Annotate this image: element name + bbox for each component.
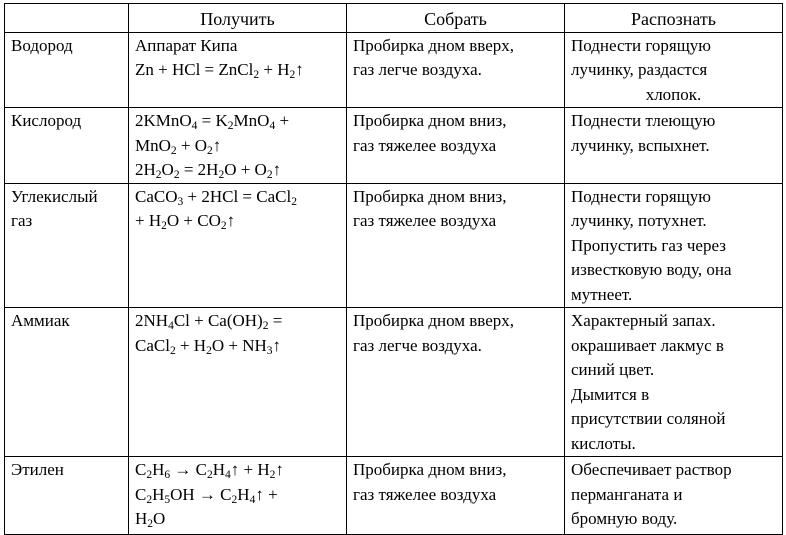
reaction-line bbox=[135, 185, 340, 210]
collect-text: Пробирка дном вниз, bbox=[353, 460, 507, 479]
formula-text: H bbox=[212, 460, 225, 479]
formula-text: CaCl bbox=[135, 335, 170, 355]
formula-subscript: 4 bbox=[191, 120, 198, 132]
formula-text: Cl + Ca(OH) bbox=[173, 311, 263, 330]
formula-subscript: 4 bbox=[225, 469, 231, 481]
reaction-line bbox=[135, 158, 340, 183]
formula-text: 2NH bbox=[135, 311, 169, 330]
collect-text: Пробирка дном вниз, bbox=[353, 186, 507, 206]
recognize-cell bbox=[565, 457, 783, 535]
formula-subscript: 2 bbox=[220, 220, 227, 232]
collect-cell bbox=[347, 457, 565, 535]
gas-name-text: Этилен bbox=[11, 460, 64, 479]
formula-text: O + O bbox=[224, 160, 267, 179]
recognize-text: бромную воду. bbox=[571, 509, 678, 528]
formula-text: = 2H bbox=[179, 160, 219, 179]
gas-name-cell bbox=[5, 108, 129, 184]
formula-subscript: 2 bbox=[206, 469, 213, 481]
formula-text: ↑ bbox=[295, 60, 304, 79]
recognize-text: синий цвет. bbox=[571, 360, 655, 379]
formula-subscript: 2 bbox=[253, 69, 260, 81]
recognize-text: Характерный запах. bbox=[571, 311, 716, 330]
reaction-line bbox=[135, 458, 340, 483]
gas-properties-table bbox=[4, 3, 783, 535]
table-body bbox=[5, 32, 783, 535]
gas-name-text: газ bbox=[11, 211, 33, 230]
formula-text: ↑ bbox=[275, 460, 284, 479]
formula-text: OH → C bbox=[170, 484, 232, 504]
formula-text: H bbox=[135, 509, 148, 528]
formula-subscript: 3 bbox=[177, 195, 184, 208]
formula-text: + O bbox=[176, 135, 208, 155]
formula-subscript: 2 bbox=[206, 344, 212, 357]
gas-name-cell bbox=[5, 32, 129, 108]
recognize-text: лучинку, раздастся bbox=[571, 60, 708, 79]
formula-subscript: 2 bbox=[218, 169, 225, 181]
recognize-cell bbox=[565, 183, 783, 308]
formula-text: H bbox=[152, 460, 165, 479]
obtain-cell bbox=[129, 308, 347, 457]
formula-text: CaCO bbox=[135, 186, 178, 206]
recognize-text: Обеспечивает раствор bbox=[571, 460, 732, 479]
formula-text: O + CO bbox=[166, 211, 221, 230]
formula-subscript: 2 bbox=[147, 518, 154, 530]
reaction-line bbox=[135, 309, 340, 334]
formula-text: O bbox=[161, 160, 174, 179]
formula-text: + 2HCl = CaCl bbox=[183, 186, 292, 206]
formula-subscript: 2 bbox=[289, 69, 296, 81]
collect-cell bbox=[347, 108, 565, 184]
formula-text: ↑ bbox=[272, 160, 282, 179]
formula-subscript: 2 bbox=[173, 169, 180, 181]
reaction-line bbox=[135, 134, 340, 159]
formula-subscript: 2 bbox=[146, 493, 153, 506]
formula-text: ↑ bbox=[226, 211, 236, 230]
collect-text: газ тяжелее воздуха bbox=[353, 211, 497, 230]
recognize-text: присутствии соляной bbox=[571, 409, 726, 428]
obtain-cell bbox=[129, 457, 347, 535]
gas-name-cell bbox=[5, 183, 129, 308]
formula-text: H bbox=[237, 484, 250, 504]
header-empty-cell bbox=[5, 4, 129, 33]
gas-name-text: Углекислый bbox=[11, 186, 98, 206]
formula-subscript: 3 bbox=[266, 344, 273, 357]
formula-subscript: 2 bbox=[269, 469, 276, 481]
reaction-line bbox=[135, 58, 340, 83]
formula-subscript: 2 bbox=[207, 144, 213, 157]
collect-cell bbox=[347, 183, 565, 308]
collect-text: Пробирка дном вниз, bbox=[353, 111, 507, 130]
formula-text: ↑ + H bbox=[230, 460, 270, 479]
recognize-text: Поднести горящую bbox=[571, 35, 711, 55]
formula-subscript: 2 bbox=[146, 469, 153, 481]
recognize-cell bbox=[565, 108, 783, 184]
gas-name-cell bbox=[5, 457, 129, 535]
recognize-text: перманганата и bbox=[571, 484, 683, 504]
collect-text: газ тяжелее воздуха bbox=[353, 135, 497, 155]
formula-subscript: 2 bbox=[231, 493, 238, 506]
formula-subscript: 4 bbox=[249, 493, 256, 506]
recognize-text: мутнеет. bbox=[571, 284, 633, 304]
formula-subscript: 2 bbox=[262, 320, 269, 332]
formula-text: ↑ bbox=[212, 135, 222, 155]
row-oxygen bbox=[5, 108, 783, 184]
formula-text: + H bbox=[259, 60, 290, 79]
gas-name-text: Кислород bbox=[11, 111, 82, 130]
collect-text: Пробирка дном вверх, bbox=[353, 311, 515, 330]
collect-text: газ тяжелее воздуха bbox=[353, 484, 497, 504]
collect-text: газ легче воздуха. bbox=[353, 60, 482, 79]
formula-text: = bbox=[268, 311, 283, 330]
header-obtain: Получить bbox=[129, 4, 347, 33]
formula-text: C bbox=[135, 484, 147, 504]
row-ethylene bbox=[5, 457, 783, 535]
gas-name-cell bbox=[5, 308, 129, 457]
recognize-text: Пропустить газ через bbox=[571, 235, 726, 255]
collect-text: Пробирка дном вверх, bbox=[353, 35, 515, 55]
formula-text: = K bbox=[197, 111, 228, 130]
reaction-line bbox=[135, 334, 340, 359]
formula-text: MnO bbox=[135, 135, 171, 155]
formula-subscript: 2 bbox=[155, 169, 162, 181]
recognize-text: кислоты. bbox=[571, 433, 636, 453]
formula-subscript: 5 bbox=[164, 493, 171, 506]
row-ammonia bbox=[5, 308, 783, 457]
formula-text: → C bbox=[170, 460, 207, 479]
formula-text: 2KMnO bbox=[135, 111, 192, 130]
gas-name-text: Водород bbox=[11, 35, 73, 55]
recognize-text: Поднести горящую bbox=[571, 186, 711, 206]
formula-subscript: 4 bbox=[168, 320, 174, 332]
formula-subscript: 4 bbox=[269, 120, 276, 132]
recognize-cell bbox=[565, 32, 783, 108]
recognize-text: известковую воду, она bbox=[571, 260, 732, 279]
formula-text: MnO bbox=[233, 111, 270, 130]
formula-text: + H bbox=[175, 335, 207, 355]
header-collect: Собрать bbox=[347, 4, 565, 33]
reaction-line bbox=[135, 109, 340, 134]
reaction-line bbox=[135, 507, 340, 532]
row-hydrogen bbox=[5, 32, 783, 108]
formula-text: H bbox=[152, 484, 165, 504]
obtain-cell bbox=[129, 32, 347, 108]
collect-text: газ легче воздуха. bbox=[353, 335, 482, 355]
row-carbon-dioxide bbox=[5, 183, 783, 308]
formula-text: Аппарат Кипа bbox=[135, 35, 238, 55]
formula-subscript: 2 bbox=[227, 120, 234, 132]
reaction-line bbox=[135, 34, 340, 59]
formula-subscript: 6 bbox=[164, 469, 171, 481]
gas-name-text: Аммиак bbox=[11, 311, 70, 330]
formula-text: O + NH bbox=[211, 335, 267, 355]
formula-subscript: 2 bbox=[170, 144, 177, 157]
formula-subscript: 2 bbox=[169, 344, 176, 357]
formula-subscript: 2 bbox=[291, 195, 297, 208]
recognize-text: окрашивает лакмус в bbox=[571, 335, 724, 355]
recognize-cell bbox=[565, 308, 783, 457]
reaction-line bbox=[135, 483, 340, 508]
recognize-text: лучинку, потухнет. bbox=[571, 211, 707, 230]
formula-text: C bbox=[135, 460, 147, 479]
formula-subscript: 2 bbox=[266, 169, 273, 181]
formula-subscript: 2 bbox=[161, 220, 167, 232]
formula-text: + H bbox=[135, 211, 162, 230]
collect-cell bbox=[347, 308, 565, 457]
reaction-line bbox=[135, 209, 340, 234]
obtain-cell bbox=[129, 108, 347, 184]
formula-text: O bbox=[153, 509, 166, 528]
header-row bbox=[5, 4, 783, 33]
formula-text: ↑ + bbox=[255, 484, 278, 504]
formula-text: 2H bbox=[135, 160, 156, 179]
header-recognize: Распознать bbox=[565, 4, 783, 33]
obtain-cell bbox=[129, 183, 347, 308]
formula-text: + bbox=[275, 111, 290, 130]
recognize-text: Поднести тлеющую bbox=[571, 111, 716, 130]
recognize-text: лучинку, вспыхнет. bbox=[571, 135, 710, 155]
recognize-text: хлопок. bbox=[645, 84, 702, 104]
formula-text: ↑ bbox=[272, 335, 281, 355]
recognize-text: Дымится в bbox=[571, 384, 650, 404]
formula-text: Zn + HCl = ZnCl bbox=[135, 60, 254, 79]
collect-cell bbox=[347, 32, 565, 108]
